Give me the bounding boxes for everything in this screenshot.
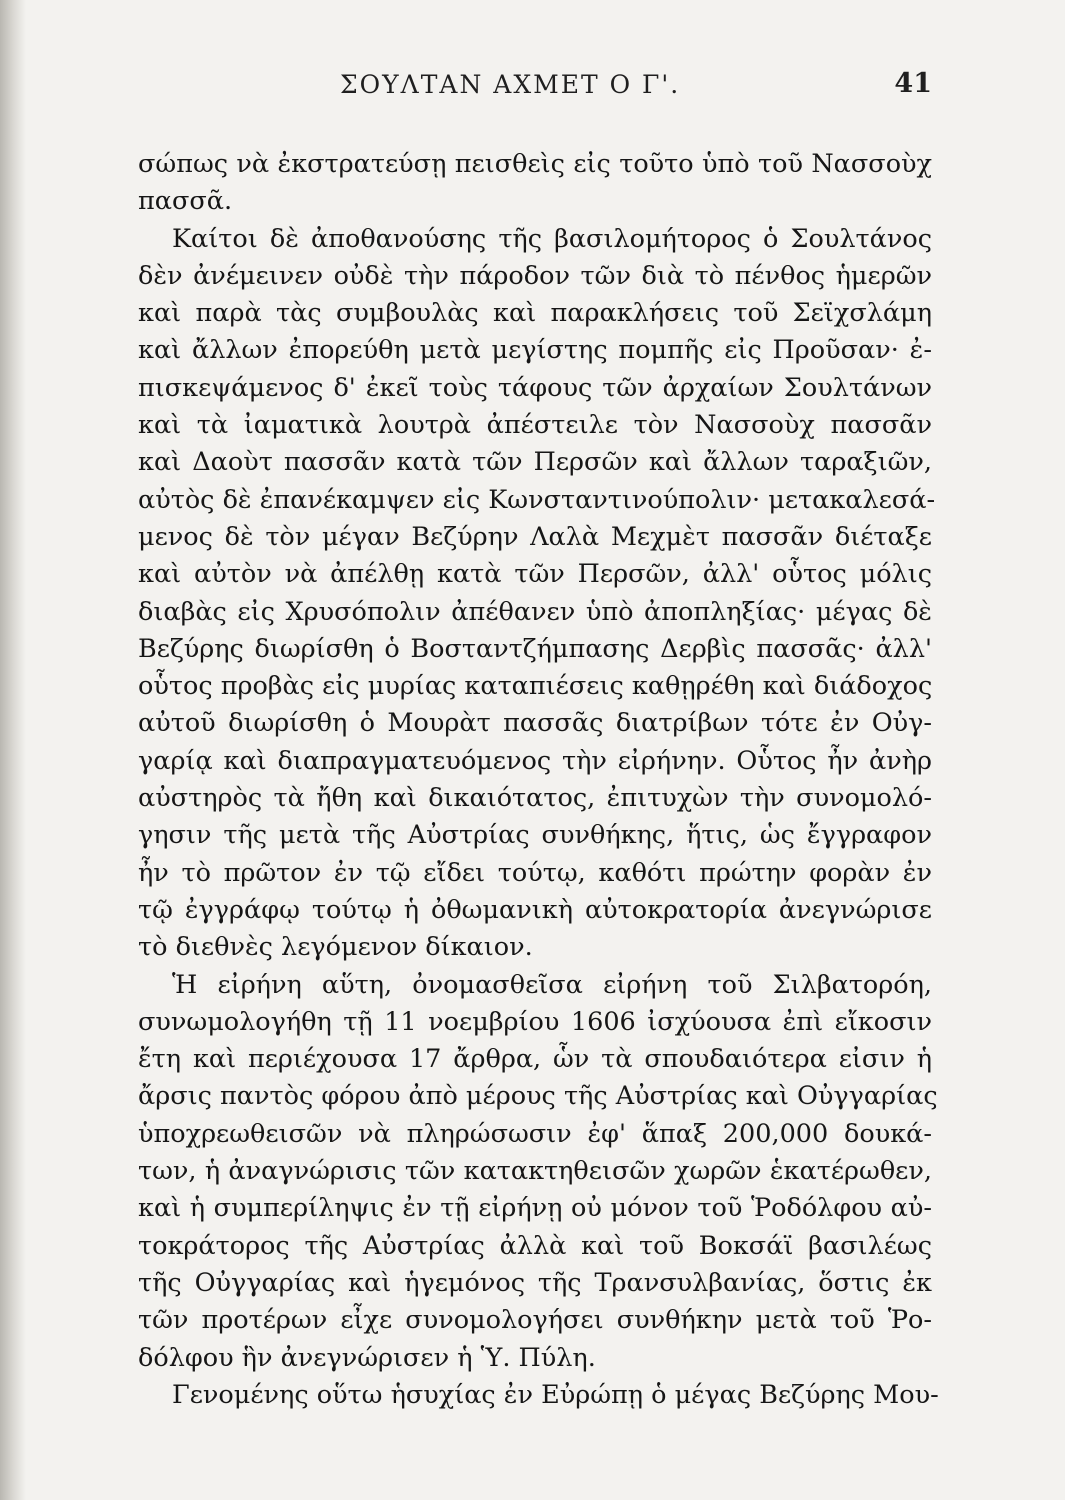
text-line: τῆς Οὐγγαρίας καὶ ἡγεμόνος τῆς Τρανσυλβανίας, ὅστις ἐκ — [138, 1267, 932, 1298]
text-line: καὶ ἄλλων ἐπορεύθη μετὰ μεγίστης πομπῆς εἰς Προῦσαν· ἐ- — [138, 335, 932, 366]
text-line: δὲν ἀνέμεινεν οὐδὲ τὴν πάροδον τῶν διὰ τὸ πένθος ἡμερῶν — [138, 260, 932, 291]
text-line: γησιν τῆς μετὰ τῆς Αὐστρίας συνθήκης, ἥτις, ὡς ἔγγραφον — [138, 820, 932, 851]
page-number: 41 — [894, 68, 932, 99]
text-line: γαρίᾳ καὶ διαπραγματευόμενος τὴν εἰρήνην. Οὗτος ἦν ἀνὴρ — [138, 745, 932, 776]
text-line: αὐτὸς δὲ ἐπανέκαμψεν εἰς Κωνσταντινούπολιν· μετακαλεσά- — [138, 484, 936, 515]
text-line: ἦν τὸ πρῶτον ἐν τῷ εἴδει τούτῳ, καθότι πρώτην φορὰν ἐν — [138, 857, 932, 888]
text-line: ὑποχρεωθεισῶν νὰ πληρώσωσιν ἐφ' ἅπαξ 200,000 δουκά- — [138, 1118, 932, 1149]
text-line: καὶ τὰ ἰαματικὰ λουτρὰ ἀπέστειλε τὸν Νασσοὺχ πασσᾶν — [138, 410, 932, 441]
text-line: Καίτοι δὲ ἀποθανούσης τῆς βασιλομήτορος ὁ Σουλτάνος — [172, 223, 932, 254]
text-line: τοκράτορος τῆς Αὐστρίας ἀλλὰ καὶ τοῦ Βοκσάϊ βασιλέως — [138, 1230, 932, 1261]
text-line: ἄρσις παντὸς φόρου ἀπὸ μέρους τῆς Αὐστρίας καὶ Οὐγγαρίας — [138, 1081, 938, 1112]
text-line: δόλφου ἣν ἀνεγνώρισεν ἡ Ὑ. Πύλη. — [138, 1342, 596, 1373]
text-line: αὐτοῦ διωρίσθη ὁ Μουρὰτ πασσᾶς διατρίβων τότε ἐν Οὐγ- — [138, 708, 932, 739]
text-line: αὐστηρὸς τὰ ἤθη καὶ δικαιότατος, ἐπιτυχὼν τὴν συνομολό- — [138, 783, 932, 814]
text-line: των, ἡ ἀναγνώρισις τῶν κατακτηθεισῶν χωρῶν ἑκατέρωθεν, — [138, 1156, 932, 1187]
running-title: ΣΟΥΛΤΑΝ ΑΧΜΕΤ Ο Γ'. — [340, 70, 681, 99]
body-text — [138, 146, 939, 1414]
text-line: σώπως νὰ ἐκστρατεύσῃ πεισθεὶς εἰς τοῦτο ὑπὸ τοῦ Νασσοὺχ — [138, 149, 932, 179]
text-line: Βεζύρης διωρίσθη ὁ Βοσταντζήμπασης Δερβὶς πασσᾶς· ἀλλ' — [138, 633, 932, 664]
text-line: διαβὰς εἰς Χρυσόπολιν ἀπέθανεν ὑπὸ ἀποπληξίας· μέγας δὲ — [138, 596, 932, 627]
page-binding-shadow — [0, 0, 26, 1500]
text-line: καὶ παρὰ τὰς συμβουλὰς καὶ παρακλήσεις τοῦ Σεϊχσλάμη — [138, 298, 932, 329]
text-line: καὶ Δαοὺτ πασσᾶν κατὰ τῶν Περσῶν καὶ ἄλλων ταραξιῶν, — [138, 447, 932, 478]
text-line: τὸ διεθνὲς λεγόμενον δίκαιον. — [138, 932, 533, 963]
text-line: Γενομένης οὕτω ἡσυχίας ἐν Εὐρώπῃ ὁ μέγας Βεζύρης Μου- — [172, 1379, 939, 1410]
text-line: τῷ ἐγγράφῳ τούτῳ ἡ ὀθωμανικὴ αὐτοκρατορία ἀνεγνώρισε — [138, 894, 932, 925]
text-line: τῶν προτέρων εἶχε συνομολογήσει συνθήκην μετὰ τοῦ Ῥο- — [138, 1305, 932, 1336]
text-line: πισκεψάμενος δ' ἐκεῖ τοὺς τάφους τῶν ἀρχαίων Σουλτάνων — [138, 372, 932, 403]
text-line: μενος δὲ τὸν μέγαν Βεζύρην Λαλὰ Μεχμὲτ πασσᾶν διέταξε — [138, 521, 932, 552]
running-head — [140, 68, 932, 108]
text-line: καὶ αὐτὸν νὰ ἀπέλθῃ κατὰ τῶν Περσῶν, ἀλλ' οὗτος μόλις — [138, 559, 932, 590]
text-line: ἔτη καὶ περιέχουσα 17 ἄρθρα, ὧν τὰ σπουδαιότερα εἰσιν ἡ — [138, 1044, 932, 1075]
text-line: οὗτος προβὰς εἰς μυρίας καταπιέσεις καθῃρέθη καὶ διάδοχος — [138, 671, 933, 702]
text-line: συνωμολογήθη τῇ 11 νοεμβρίου 1606 ἰσχύουσα ἐπὶ εἴκοσιν — [138, 1006, 932, 1037]
text-line: πασσᾶ. — [138, 186, 233, 217]
text-line: καὶ ἡ συμπερίληψις ἐν τῇ εἰρήνῃ οὐ μόνον τοῦ Ῥοδόλφου αὐ- — [138, 1193, 932, 1224]
text-line: Ἡ εἰρήνη αὕτη, ὀνομασθεῖσα εἰρήνη τοῦ Σιλβατορόη, — [172, 969, 932, 1000]
